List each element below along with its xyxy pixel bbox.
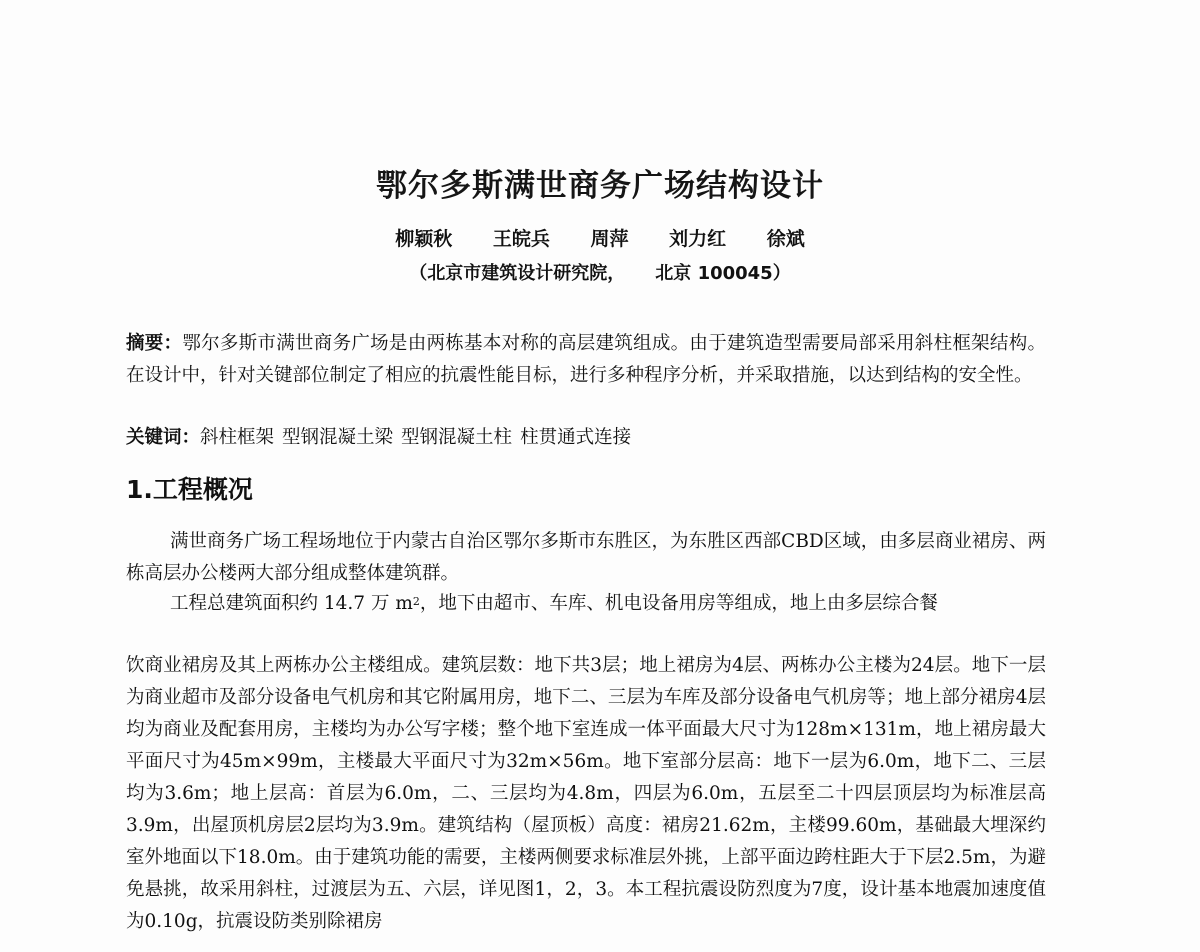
abstract-label: 摘要： xyxy=(126,333,183,354)
author-name: 周萍 xyxy=(590,228,629,250)
affiliation-close-paren: ） xyxy=(772,263,791,284)
superscript-two: 2 xyxy=(412,595,420,608)
affiliation xyxy=(0,259,1200,285)
paragraph-area-text: 工程总建筑面积约 14.7 万 m xyxy=(170,593,413,614)
affiliation-city: 北京 xyxy=(655,263,692,284)
affiliation-postcode: 100045 xyxy=(697,263,773,284)
affiliation-open-paren: （ xyxy=(409,263,428,284)
keywords-label: 关键词： xyxy=(126,427,201,448)
affiliation-institute: 北京市建筑设计研究院， xyxy=(427,263,626,284)
abstract-text: 鄂尔多斯市满世商务广场是由两栋基本对称的高层建筑组成。由于建筑造型需要局部采用斜柱框架结构。在设计中，针对关键部位制定了相应的抗震性能目标，进行多种程序分析，并采取措施，以达到结构的安全性。 xyxy=(126,333,1046,386)
keywords xyxy=(126,424,1046,452)
keyword-item: 柱贯通式连接 xyxy=(520,427,632,448)
keyword-item: 斜柱框架 xyxy=(200,427,275,448)
paper-title: 鄂尔多斯满世商务广场结构设计 xyxy=(376,168,824,204)
section-heading: 1.工程概况 xyxy=(126,475,253,504)
author-name: 刘力红 xyxy=(669,228,727,250)
paragraph-area-text-cont: ，地下由超市、车库、机电设备用房等组成，地上由多层综合餐 xyxy=(419,593,938,614)
paragraph-site: 满世商务广场工程场地位于内蒙古自治区鄂尔多斯市东胜区，为东胜区西部CBD区域，由多层商业裙房、两栋高层办公楼两大部分组成整体建筑群。 xyxy=(126,531,1046,584)
paragraph-floors: 饮商业裙房及其上两栋办公主楼组成。建筑层数：地下共3层；地上裙房为4层、两栋办公主楼为24层。地下一层为商业超市及部分设备电气机房和其它附属用房，地下二、三层为车库及部分设备电气机房等；地上部分裙房4层均为商业及配套用房，主楼均为办公写字楼；整个地下室连成一体平面最大尺寸为128m×131m，地上裙房最大平面尺寸为45m×99m，主楼最大平面尺寸为32m×56m。地下室部分层高：地下一层为6.0m，地下二、三层均为3.6m；地上层高：首层为6.0m，二、三层均为4.8m，四层为6.0m，五层至二十四层顶层均为标准层高3.9m，出屋顶机房层2层均为3.9m。建筑结构（屋顶板）高度：裙房21.62m，主楼99.60m，基础最大埋深约室外地面以下18.0m。由于建筑功能的需要，主楼两侧要求标准层外挑，上部平面边跨柱距大于下层2.5m，为避免悬挑，故采用斜柱，过渡层为五、六层，详见图1，2，3。本工程抗震设防烈度为7度，设计基本地震加速度值为0.10g，抗震设防类别除裙房 xyxy=(126,655,1046,932)
author-list xyxy=(0,224,1200,251)
author-name: 柳颖秋 xyxy=(395,228,453,250)
keyword-item: 型钢混凝土梁 xyxy=(282,427,394,448)
abstract xyxy=(126,328,1046,392)
keyword-item: 型钢混凝土柱 xyxy=(401,427,513,448)
author-name: 徐斌 xyxy=(766,228,805,250)
paragraph-area xyxy=(170,588,1046,620)
author-name: 王皖兵 xyxy=(492,228,550,250)
